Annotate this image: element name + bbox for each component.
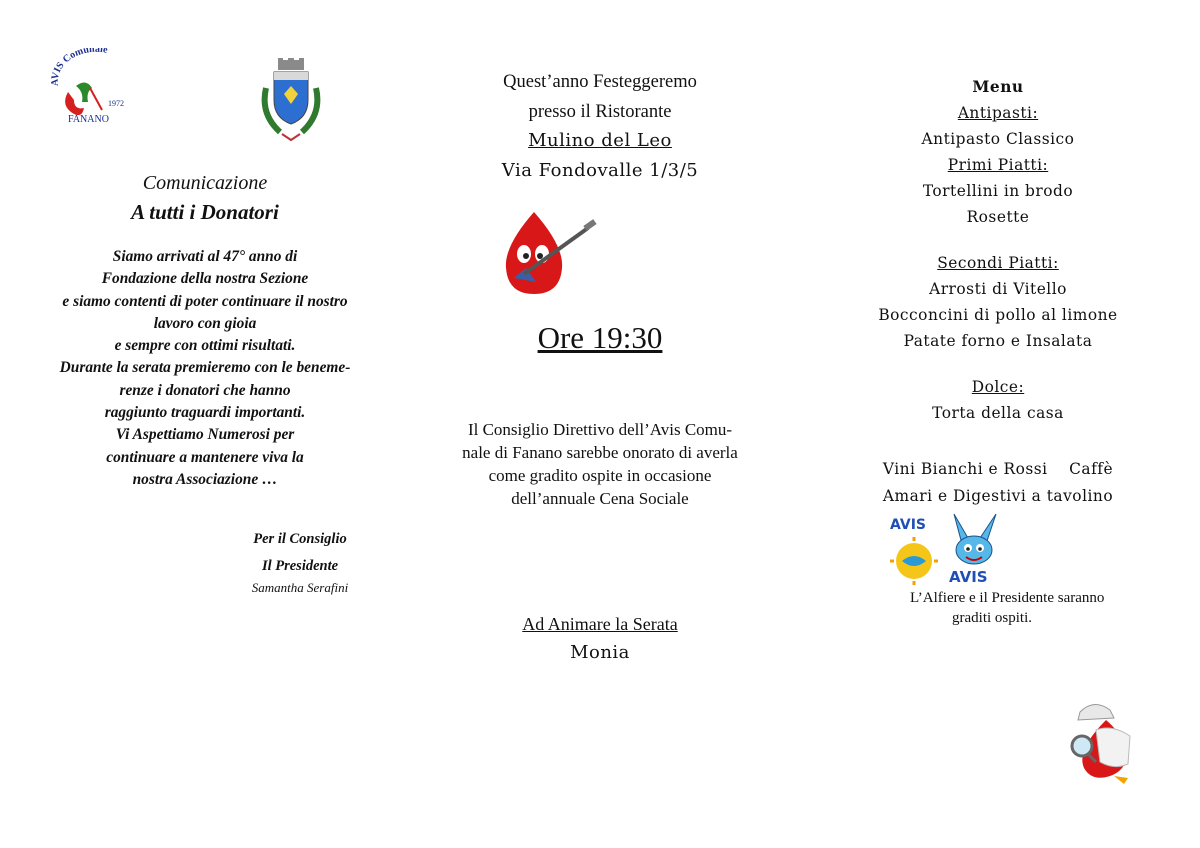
letter-line: Fondazione della nostra Sezione [101, 270, 309, 288]
menu-item: Antipasto Classico [921, 130, 1075, 148]
invitation-text [430, 418, 770, 510]
letter-line: nostra Associazione … [132, 470, 278, 488]
drinks-line: Vini Bianchi e Rossi Caffè [882, 460, 1114, 478]
signature-role: Il Presidente [261, 558, 339, 574]
svg-text:AVIS Comunale: AVIS Comunale [50, 48, 109, 87]
restaurant-address: Via Fondovalle 1/3/5 [501, 160, 699, 181]
svg-text:AVIS: AVIS [890, 517, 927, 533]
menu-item: Patate forno e Insalata [903, 332, 1093, 350]
letter-line: e siamo contenti di poter continuare il nostro [62, 292, 348, 310]
entertainment-label: Ad Animare la Serata [522, 614, 678, 634]
avis-rabbit-mascot [946, 510, 1004, 588]
signature-block [205, 526, 395, 580]
detective-drop-mascot-icon [1066, 698, 1146, 784]
menu-section-secondi: Secondi Piatti: [937, 254, 1059, 272]
communication-label: Comunicazione [142, 172, 268, 194]
menu-item: Rosette [966, 208, 1030, 226]
drinks-line: Amari e Digestivi a tavolino [882, 487, 1114, 505]
signature-name: Samantha Serafini [251, 580, 349, 595]
svg-text:1972: 1972 [108, 99, 124, 108]
letter-line: raggiunto traguardi importanti. [104, 404, 306, 422]
avis-sun-logo [888, 515, 942, 587]
guests-note-line: graditi ospiti. [952, 610, 1032, 626]
letter-line: renze i donatori che hanno [119, 381, 291, 399]
invite-line: dell’annuale Cena Sociale [511, 489, 689, 508]
letter-line: e sempre con ottimi risultati. [114, 337, 296, 355]
invite-line: nale di Fanano sarebbe onorato di averla [462, 443, 738, 462]
menu-section-primi: Primi Piatti: [947, 156, 1049, 174]
guests-note-line: L’Alfiere e il Presidente saranno [910, 590, 1105, 606]
menu-title: Menu [972, 78, 1024, 96]
drinks-list [870, 456, 1126, 510]
guests-note [890, 588, 1160, 628]
intro-line-2: presso il Ristorante [528, 102, 672, 122]
svg-text:FANANO: FANANO [68, 114, 109, 125]
svg-text:AVIS: AVIS [949, 568, 988, 586]
menu-section-dolce: Dolce: [971, 378, 1025, 396]
communication-title: A tutti i Donatori [131, 200, 279, 224]
performer-name: Monia [570, 642, 630, 663]
menu-item: Arrosti di Vitello [929, 280, 1067, 298]
letter-line: Vi Aspettiamo Numerosi per [115, 426, 295, 444]
fanano-coat-of-arms [256, 58, 326, 144]
invite-line: come gradito ospite in occasione [488, 466, 712, 485]
letter-line: lavoro con gioia [153, 314, 257, 332]
letter-line: Durante la serata premieremo con le beneme- [59, 359, 351, 377]
letter-body [35, 246, 375, 491]
avis-fanano-logo [50, 48, 138, 128]
menu-section-antipasti: Antipasti: [957, 104, 1039, 122]
menu [870, 74, 1126, 426]
blood-drop-guitar-icon [500, 208, 600, 300]
letter-line: continuare a mantenere viva la [106, 448, 304, 466]
letter-line: Siamo arrivati al 47° anno di [112, 248, 298, 265]
signature-council: Per il Consiglio [253, 531, 347, 547]
restaurant-name: Mulino del Leo [528, 130, 672, 151]
event-time: Ore 19:30 [537, 320, 663, 355]
intro-line-1: Quest’anno Festeggeremo [503, 72, 697, 92]
menu-item: Tortellini in brodo [922, 182, 1074, 200]
menu-item: Torta della casa [932, 404, 1064, 422]
menu-item: Bocconcini di pollo al limone [878, 306, 1118, 324]
invite-line: Il Consiglio Direttivo dell’Avis Comu- [467, 420, 733, 439]
